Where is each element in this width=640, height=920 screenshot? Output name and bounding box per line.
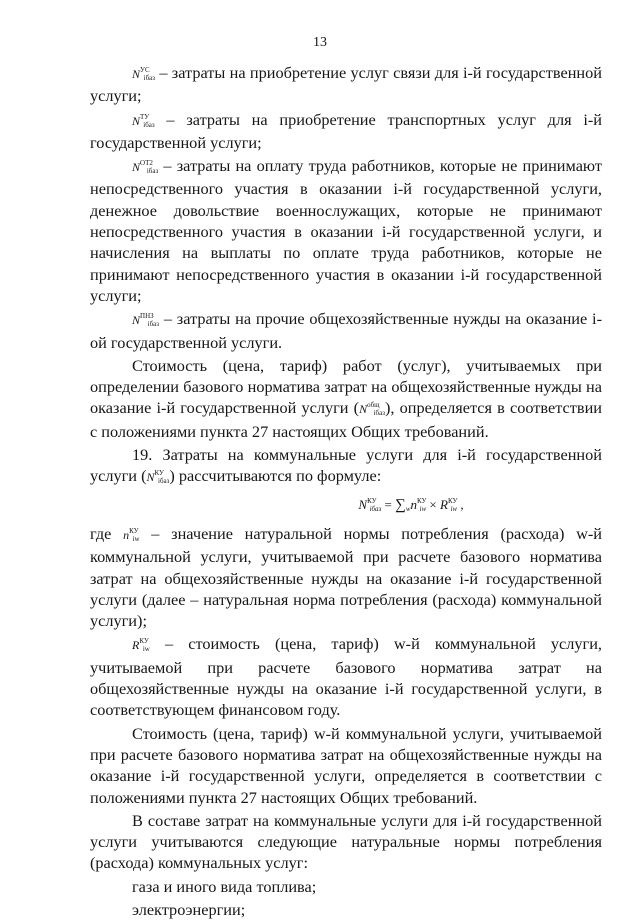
document-body bbox=[90, 62, 602, 920]
symbol-n-ot2: $N^{ОТ2}_{iбаз}$ bbox=[132, 159, 159, 176]
paragraph-cost-determination: Стоимость (цена, тариф) работ (услуг), учитываемых при определении базового норматива затрат на общехозяйственные нужды на оказание i-й государственной услуги $(N^{общ}_{iбаз})$, определяется в соответствии с положениями пункта 27 настоящих Общих требований. bbox=[90, 355, 602, 441]
paragraph-other-costs: $N^{ПНЗ}_{iбаз}$ – затраты на прочие общехозяйственные нужды на оказание i-ой государственной услуги. bbox=[90, 309, 602, 352]
paragraph-transport-costs: $N^{ТУ}_{iбаз}$ – затраты на приобретение транспортных услуг для i-й государственной услуги; bbox=[90, 109, 602, 152]
symbol-n-iw: $n^{КУ}_{iw}$ bbox=[123, 526, 140, 543]
symbol-n-ku: $N^{КУ}_{iбаз}$ bbox=[146, 469, 170, 486]
symbol-n-tu: $N^{ТУ}_{iбаз}$ bbox=[132, 112, 155, 129]
page-number: 13 bbox=[313, 35, 327, 50]
list-item-electricity: электроэнергии; bbox=[132, 899, 246, 919]
symbol-r-iw: $R^{КУ}_{iw}$ bbox=[132, 637, 150, 654]
paragraph-communication-costs: $N^{УС}_{iбаз}$ – затраты на приобретение услуг связи для i-й государственной услуги; bbox=[90, 63, 602, 106]
paragraph-utility-price-determination: Стоимость (цена, тариф) w-й коммунальной услуги, учитываемой при расчете базового норматива затрат на общехозяйственные нужды на оказание i-й государственной услуги, определяется в соответствии с положениями пункта 27 настоящих Общих требований. bbox=[90, 723, 602, 807]
paragraph-utility-costs-intro: 19. Затраты на коммунальные услуги для i-й государственной услуги $(N^{КУ}_{iбаз})$ рассчитываются по формуле: bbox=[90, 445, 602, 486]
paragraph-utility-price: $R^{КУ}_{iw}$ – стоимость (цена, тариф) w-й коммунальной услуги, учитываемой при расчете базового норматива затрат на общехозяйственные нужды на оказание i-й государственной услуги, в соответствующем финансовом году. bbox=[90, 634, 602, 720]
symbol-n-pnz: $N^{ПНЗ}_{iбаз}$ bbox=[132, 312, 160, 329]
utility-cost-formula: $N^{КУ}_{iбаз} = \sum_wn^{КУ}_{iw} \times R^{КУ}_{iw}$ , bbox=[358, 496, 464, 513]
paragraph-natural-norm: где $n^{КУ}_{iw}$ – значение натуральной нормы потребления (расхода) w-й коммунальной услуги, учитываемой при расчете базового норматива затрат на общехозяйственные нужды на оказание i-й государственной услуги (далее – натуральная норма потребления (расхода) коммунальной услуги); bbox=[90, 523, 602, 631]
paragraph-labor-costs: $N^{ОТ2}_{iбаз}$ – затраты на оплату труда работников, которые не принимают непосредственного участия в оказании i-й государственной услуги, денежное довольствие военнослужащих, которые не принимают непосредственного участия в оказании i-й государственной услуги, и начисления на выплаты по оплате труда работников, которые не принимают непосредственного участия в оказании i-й государственной услуги; bbox=[90, 156, 602, 305]
list-item-gas: газа и иного вида топлива; bbox=[132, 876, 317, 896]
symbol-n-obsh: $N^{общ}_{iбаз}$ bbox=[359, 401, 385, 418]
paragraph-natural-norms-list-intro: В составе затрат на коммунальные услуги для i-й государственной услуги учитываются следующие натуральные нормы потребления (расхода) коммунальных услуг: bbox=[90, 810, 602, 873]
symbol-n-us: $N^{УС}_{iбаз}$ bbox=[132, 66, 156, 82]
